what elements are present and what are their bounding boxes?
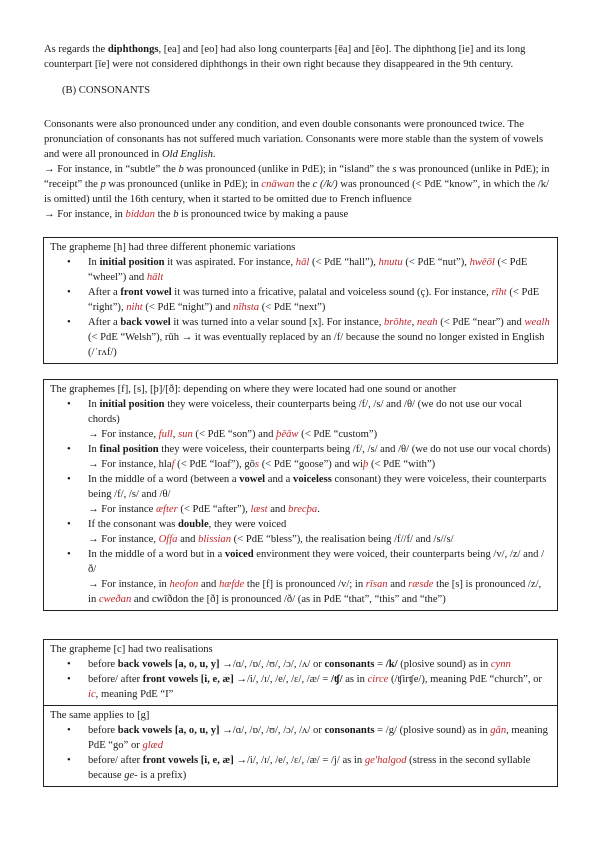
g-list xyxy=(50,723,551,783)
list-item: • before back vowels [a, o, u, y] →/ɑ/, /ɒ/, /ʊ/, /ɔ/, /ʌ/ or consonants = /g/ (plosive sound) as in gān, meaning PdE “go” or glæd xyxy=(88,723,551,753)
section-heading: (B) CONSONANTS xyxy=(62,85,150,96)
c-list xyxy=(50,657,551,702)
list-item: • In the middle of a word but in a voiced environment they were voiced, their counterparts being /v/, /z/ and /ð/ → For instance, in heofon and hæfde the [f] is pronounced /v/; in rīsan and ræsde the [s] is pronounced /z/, in cweðan and cwīðdon the [ð] is pronounced /ð/ (as in PdE “that”, “this” and “the”) xyxy=(88,547,551,607)
list-item: • In the middle of a word (between a vowel and a voiceless consonant) they were voiceless, their counterparts being /f/, /s/ and /θ/ → For instance æfter (< PdE “after”), læst and brecþa. xyxy=(88,472,551,517)
list-item: • If the consonant was double, they were voiced → For instance, Offa and blissian (< PdE “bless”), the realisation being /f//f/ and /s//s/ xyxy=(88,517,551,547)
grapheme-fsth-box xyxy=(43,379,558,611)
consonants-paragraph: Consonants were also pronounced under any condition, and even double consonants were pronounced twice. The pronunciation of consonants has not suffered much variation. Consonants were more stable than the system of vowels and were all pronounced in Old English. xyxy=(44,119,544,160)
box-title: The grapheme [c] had two realisations xyxy=(50,644,213,655)
box-title: The same applies to [g] xyxy=(50,710,150,721)
fsth-list xyxy=(50,397,551,607)
list-item: • After a back vowel it was turned into a velar sound [x]. For instance, brōhte, neah (< PdE “near”) and wealh (< PdE “Welsh”), rūh → it was eventually replaced by an /f/ because the sound no longer existed in English (/ˈrʌf/) xyxy=(88,315,551,360)
list-item: • before/ after front vowels [i, e, æ] →/i/, /ɪ/, /e/, /ɛ/, /æ/ = /ʧ/ as in circe (/ʧirʧe/), meaning PdE “church”, or ic, meaning PdE “I” xyxy=(88,672,551,702)
list-item: • In initial position they were voiceless, their counterparts being /f/, /s/ and /θ/ (we do not use our vocal chords) → For instance, full, sun (< PdE “son”) and þēāw (< PdE “custom”) xyxy=(88,397,551,442)
box-title: The graphemes [f], [s], [þ]/[ð]: depending on where they were located had one sound or another xyxy=(50,384,457,395)
h-list xyxy=(50,255,551,360)
list-item: • before back vowels [a, o, u, y] →/ɑ/, /ɒ/, /ʊ/, /ɔ/, /ʌ/ or consonants = /k/ (plosive sound) as in cynn xyxy=(88,657,551,672)
list-item: • In initial position it was aspirated. For instance, hāl (< PdE “hall”), hnutu (< PdE “nut”), hwēōl (< PdE “wheel”) and hālt xyxy=(88,255,551,285)
grapheme-g-section xyxy=(44,705,557,783)
list-item: • After a front vowel it was turned into a fricative, palatal and voiceless sound (ç). For instance, rīht (< PdE “right”), niht (< PdE “night”) and nīhsta (< PdE “next”) xyxy=(88,285,551,315)
grapheme-h-box xyxy=(43,237,558,364)
list-item: • before/ after front vowels [i, e, æ] →/i/, /ɪ/, /e/, /ɛ/, /æ/ = /j/ as in ge'halgod (stress in the second syllable because ge- is a prefix) xyxy=(88,753,551,783)
consonants-example-1: → For instance, in “subtle” the b was pronounced (unlike in PdE); in “island” the s was pronounced (unlike in PdE); in “receipt” the p was pronounced (unlike in PdE); in cnāwan the c (/k/) was pronounced (< PdE “know”, in which the /k/ is omitted) until the 16th century, when it started to be omitted due to French influence xyxy=(44,164,550,205)
list-item: • In final position they were voiceless, their counterparts being /f/, /s/ and /θ/ (we do not use our vocal chords) → For instance, hlaf (< PdE “loaf”), gōs (< PdE “goose”) and wiþ (< PdE “with”) xyxy=(88,442,551,472)
consonants-example-2: → For instance, in biddan the b is pronounced twice by making a pause xyxy=(44,209,349,220)
box-title: The grapheme [h] had three different phonemic variations xyxy=(50,242,296,253)
grapheme-c-g-box xyxy=(43,639,558,787)
diphthongs-paragraph: As regards the diphthongs, [ea] and [eo] had also long counterparts [ēa] and [ēo]. The diphthong [ie] and its long counterpart [īe] were not considered diphthongs in their own right because they disappeared in the 9th century. xyxy=(44,44,526,70)
